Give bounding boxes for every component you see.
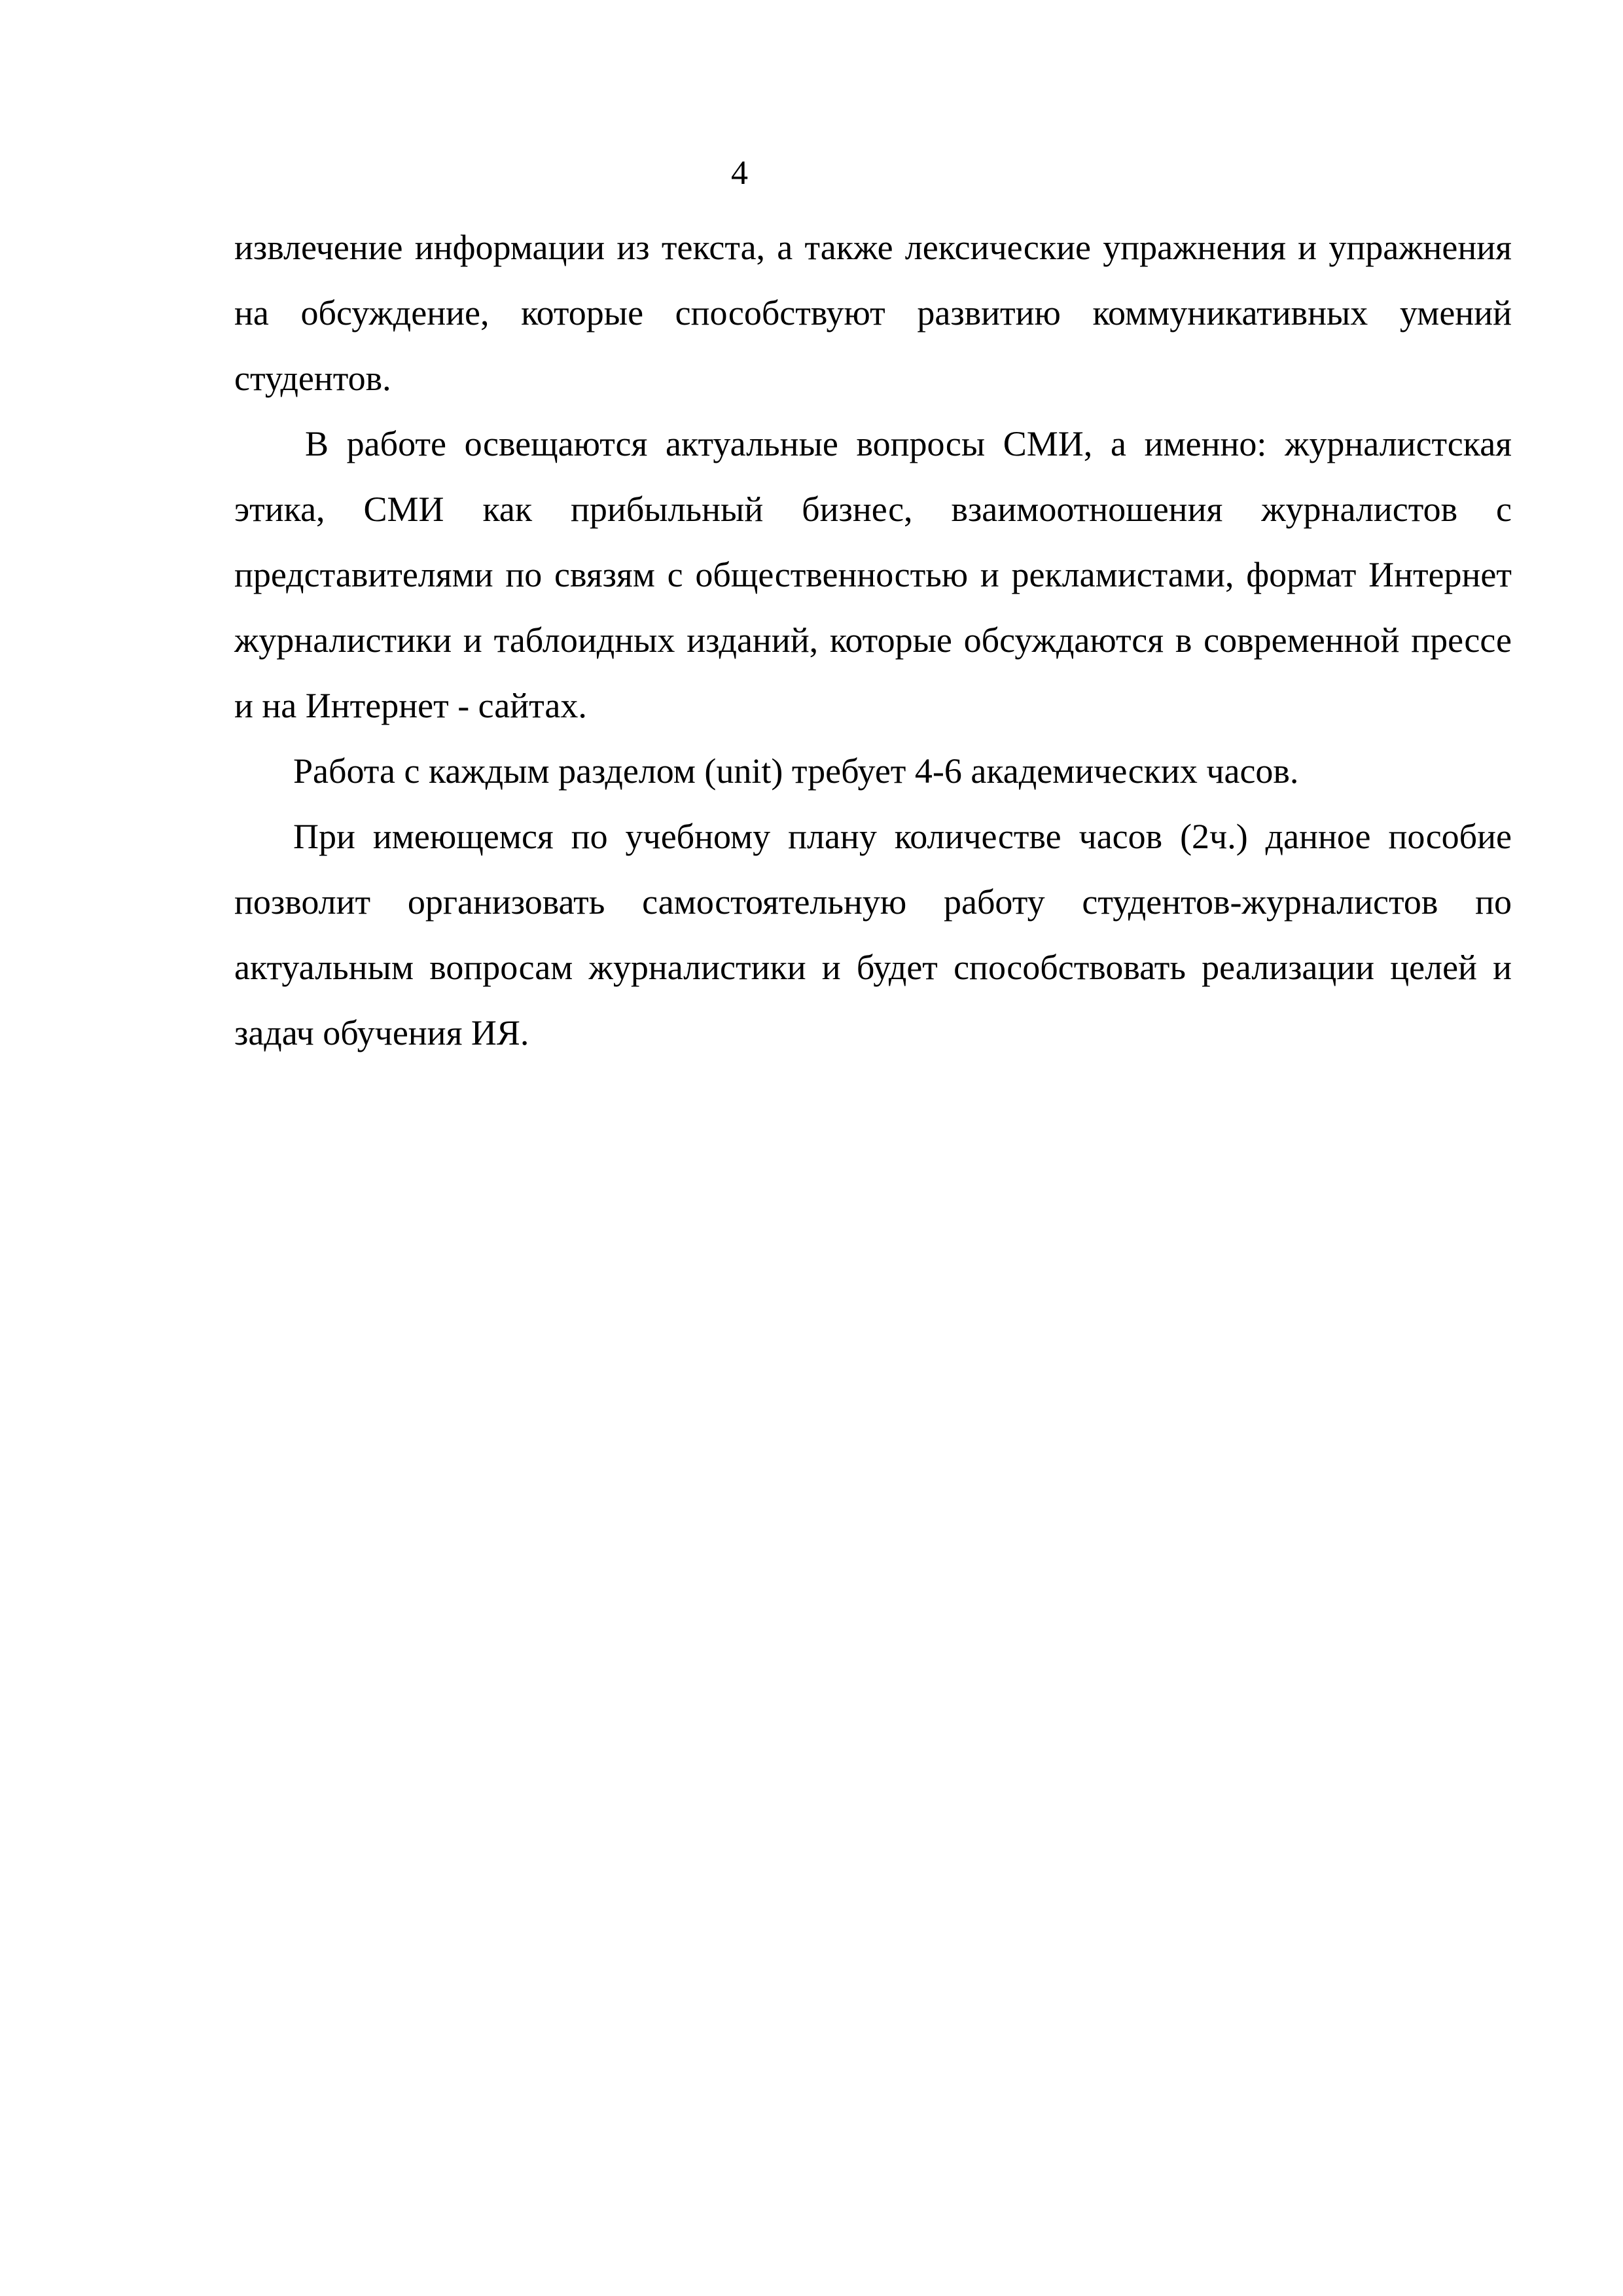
paragraph-unit-hours: Работа с каждым разделом (unit) требует 4-6 академических часов.: [293, 751, 1299, 791]
body-text: [234, 215, 1512, 1066]
paragraph-media-topics: В работе освещаются актуальные вопросы СМИ, а именно: журналистская этика, СМИ как прибыльный бизнес, взаимоотношения журналистов с представителями по связям с общественностью и рекламистами, формат Интернет журналистики и таблоидных изданий, которые обсуждаются в современной прессе и на Интернет - сайтах.: [234, 424, 1512, 725]
paragraph-self-study: При имеющемся по учебному плану количестве часов (2ч.) данное пособие позволит организовать самостоятельную работу студентов-журналистов по актуальным вопросам журналистики и будет способствовать реализации целей и задач обучения ИЯ.: [234, 817, 1512, 1052]
page-number: 4: [731, 154, 748, 192]
paragraph-continuation: извлечение информации из текста, а также лексические упражнения и упражнения на обсуждение, которые способствуют развитию коммуникативных умений студентов.: [234, 228, 1512, 398]
